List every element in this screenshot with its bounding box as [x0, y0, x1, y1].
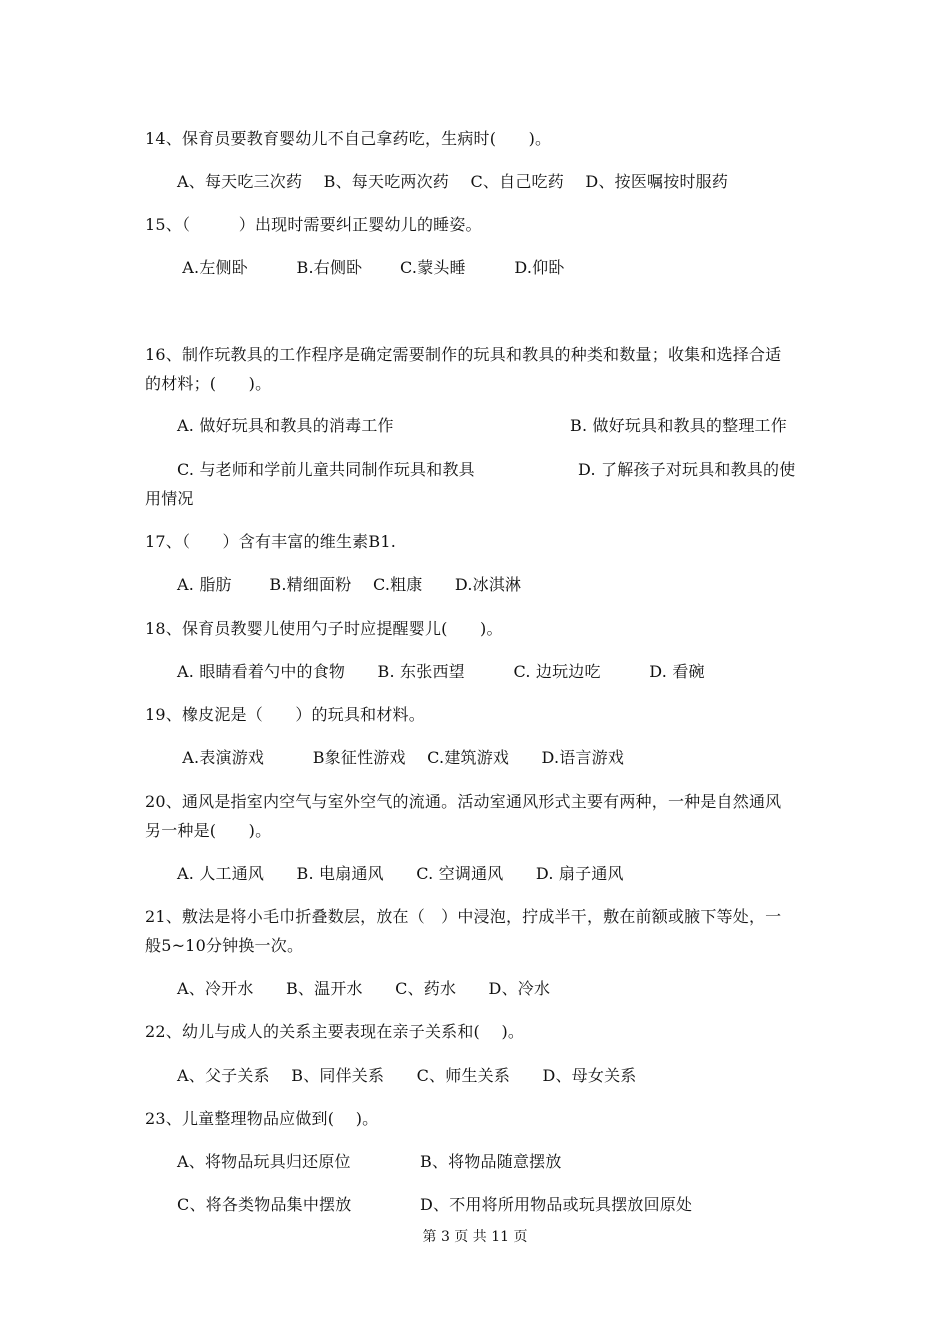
question-21-stem-line1: 21、敷法是将小毛巾折叠数层，放在（ ）中浸泡，拧成半干，敷在前额或腋下等处，一	[145, 907, 782, 926]
question-14-stem: 14、保育员要教育婴幼儿不自己拿药吃，生病时( )。	[145, 129, 552, 148]
question-18-stem: 18、保育员教婴儿使用勺子时应提醒婴儿( )。	[145, 619, 503, 638]
question-18-options: A. 眼睛看着勺中的食物 B. 东张西望 C. 边玩边吃 D. 看碗	[177, 662, 705, 681]
question-23-option-b: B、将物品随意摆放	[420, 1152, 562, 1171]
question-16-stem-line1: 16、制作玩教具的工作程序是确定需要制作的玩具和教具的种类和数量；收集和选择合适	[145, 345, 782, 364]
question-16-option-c: C. 与老师和学前儿童共同制作玩具和教具	[177, 460, 475, 479]
question-16-option-b: B. 做好玩具和教具的整理工作	[570, 416, 787, 435]
question-22-stem: 22、幼儿与成人的关系主要表现在亲子关系和( )。	[145, 1022, 525, 1041]
question-21-options: A、冷开水 B、温开水 C、药水 D、冷水	[177, 979, 551, 998]
question-23-stem: 23、儿童整理物品应做到( )。	[145, 1109, 379, 1128]
question-17-stem: 17、（ ）含有丰富的维生素B1.	[145, 532, 396, 551]
page-number-footer: 第 3 页 共 11 页	[422, 1229, 528, 1245]
question-19-stem: 19、橡皮泥是（ ）的玩具和材料。	[145, 705, 425, 724]
question-16-option-d-line2: 用情况	[145, 489, 194, 508]
question-14-options: A、每天吃三次药 B、每天吃两次药 C、自己吃药 D、按医嘱按时服药	[177, 172, 729, 191]
question-16-stem-line2: 的材料；( )。	[145, 374, 272, 393]
question-15-stem: 15、（ ）出现时需要纠正婴幼儿的睡姿。	[145, 215, 482, 234]
question-20-stem-line2: 另一种是( )。	[145, 821, 272, 840]
question-20-stem-line1: 20、通风是指室内空气与室外空气的流通。活动室通风形式主要有两种，一种是自然通风	[145, 792, 782, 811]
question-23-option-c: C、将各类物品集中摆放	[177, 1195, 352, 1214]
question-23-option-a: A、将物品玩具归还原位	[177, 1152, 351, 1171]
question-16-option-d-line1: D. 了解孩子对玩具和教具的使	[578, 460, 796, 479]
question-17-options: A. 脂肪 B.精细面粉 C.粗康 D.冰淇淋	[177, 575, 522, 594]
question-21-stem-line2: 般5~10分钟换一次。	[145, 936, 304, 955]
question-23-option-d: D、不用将所用物品或玩具摆放回原处	[420, 1195, 693, 1214]
question-16-option-a: A. 做好玩具和教具的消毒工作	[177, 416, 394, 435]
question-19-options: A.表演游戏 B象征性游戏 C.建筑游戏 D.语言游戏	[177, 748, 625, 767]
question-20-options: A. 人工通风 B. 电扇通风 C. 空调通风 D. 扇子通风	[177, 864, 624, 883]
question-22-options: A、父子关系 B、同伴关系 C、师生关系 D、母女关系	[177, 1066, 637, 1085]
question-15-options: A.左侧卧 B.右侧卧 C.蒙头睡 D.仰卧	[177, 258, 565, 277]
